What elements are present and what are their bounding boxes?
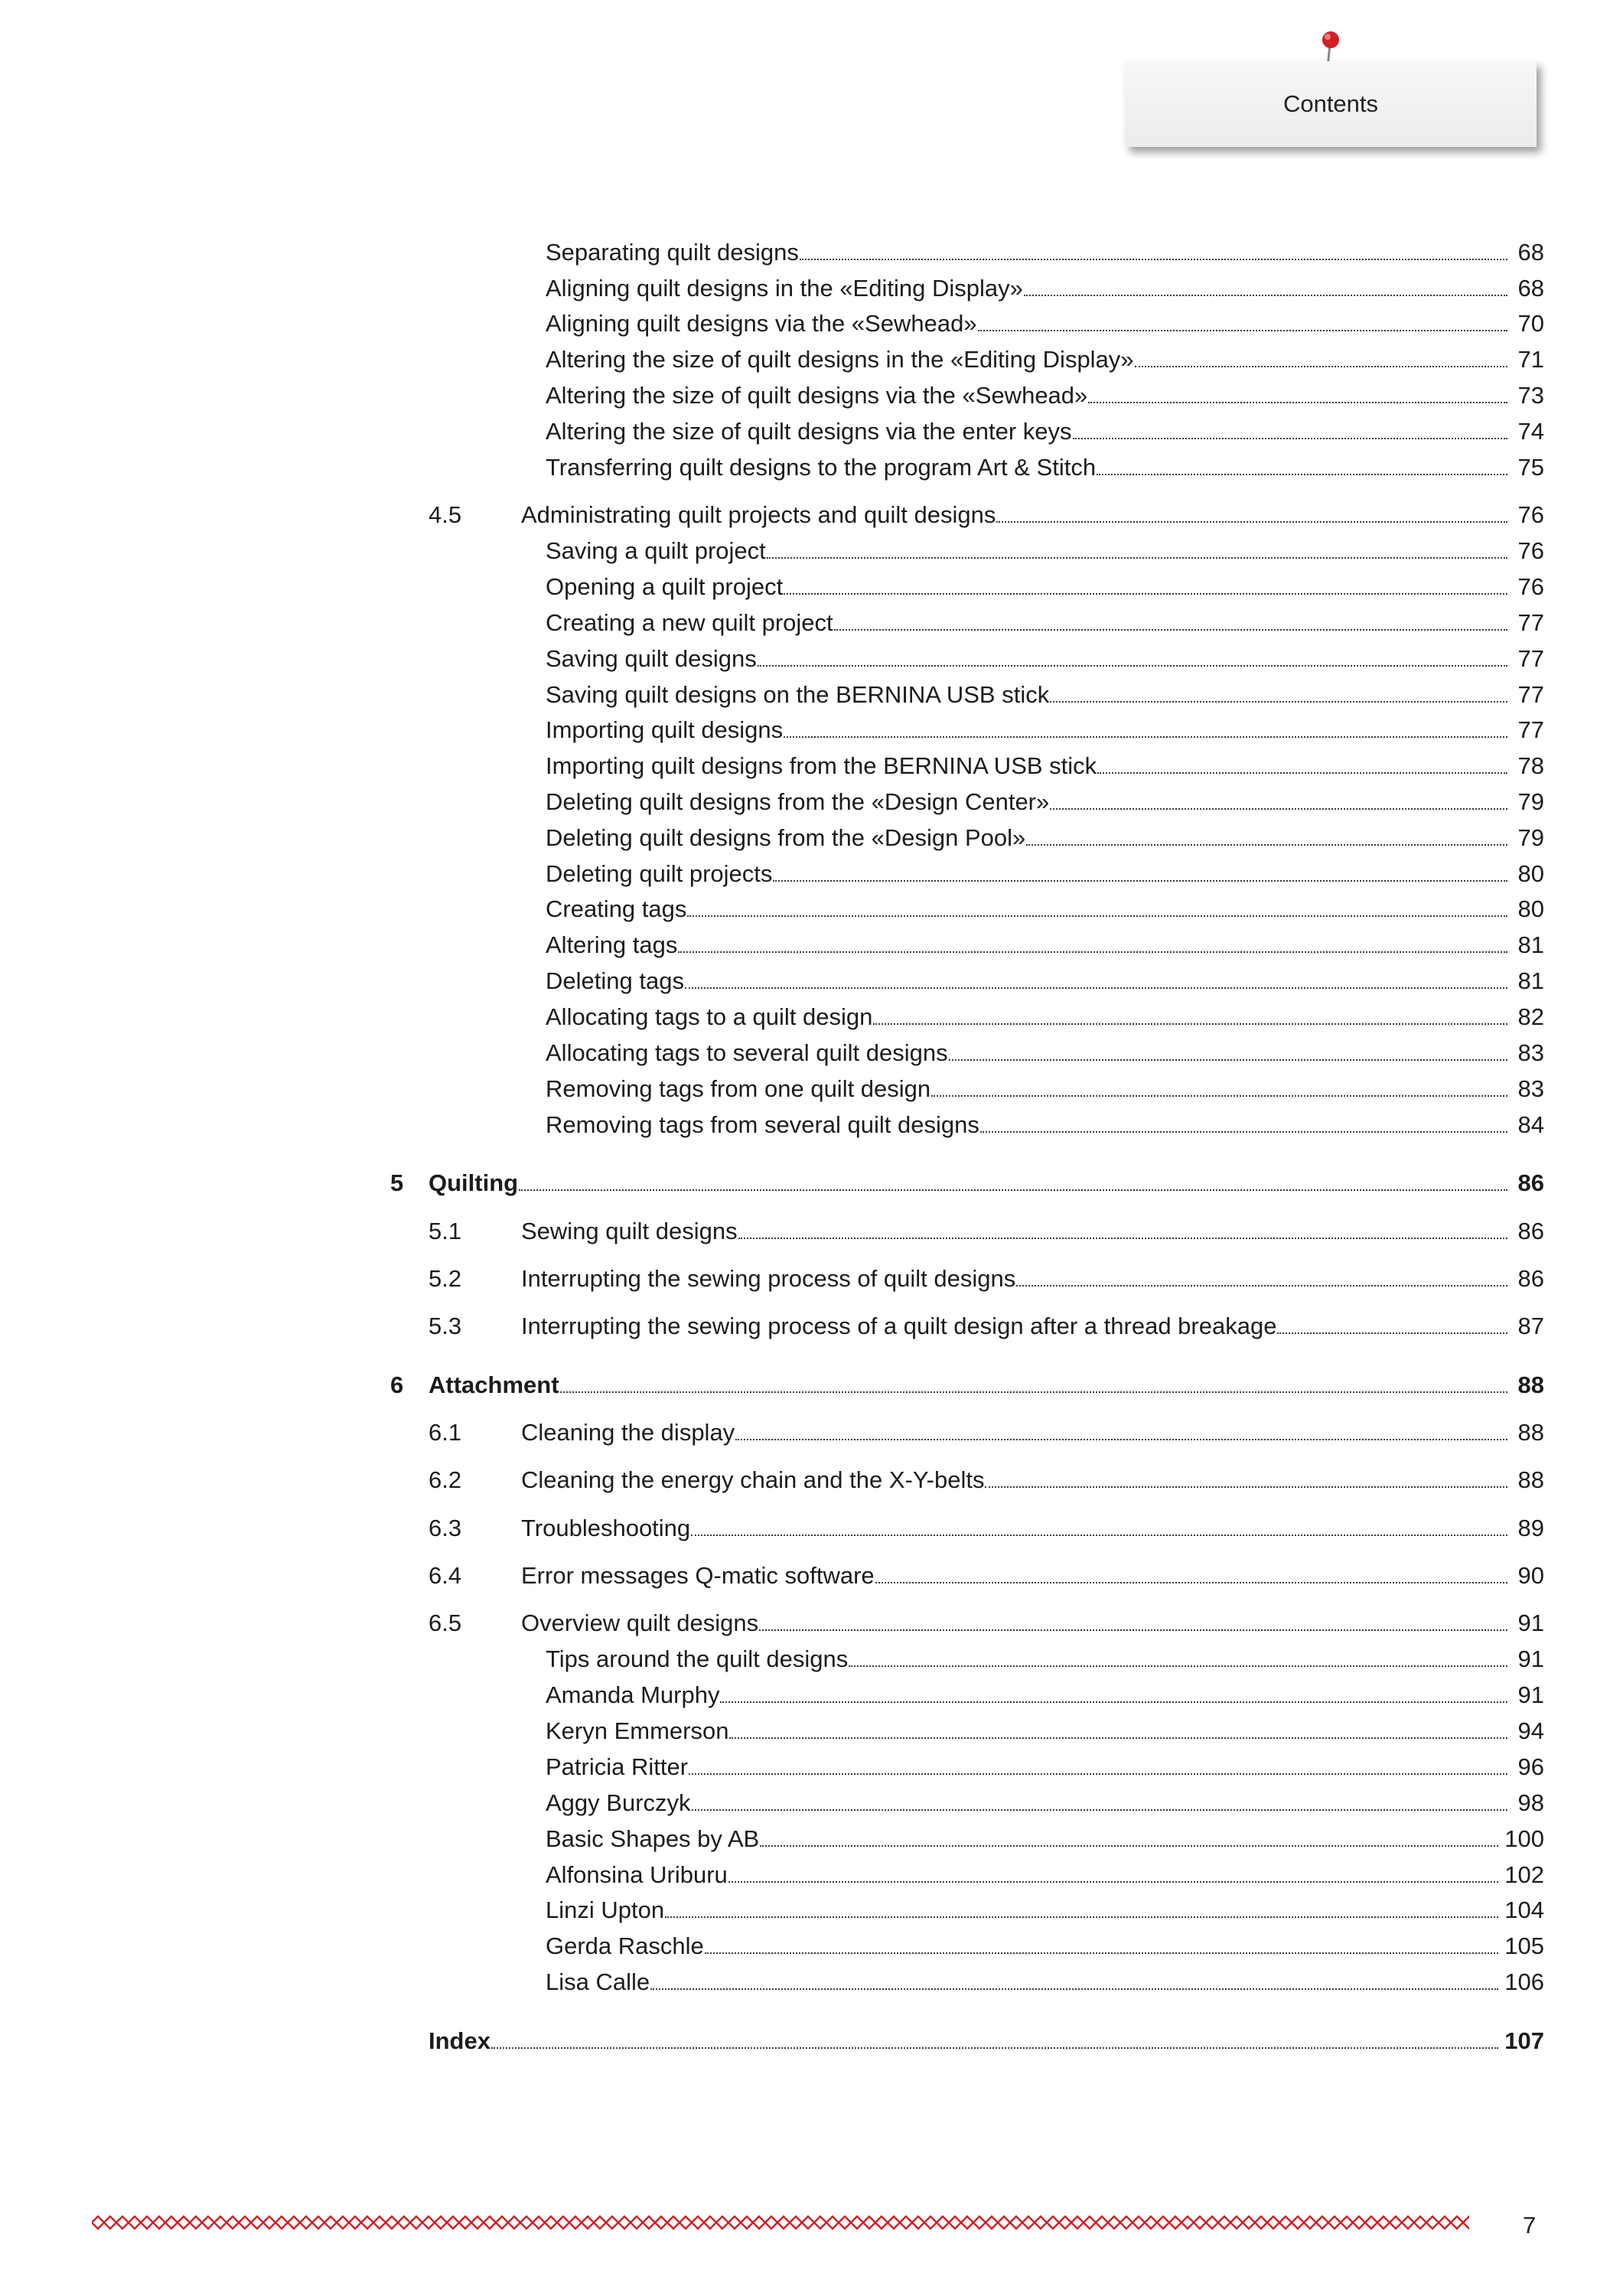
toc-leader-line: [521, 1463, 1544, 1498]
toc-entry[interactable]: [0, 1035, 1623, 1071]
toc-entry[interactable]: [0, 1714, 1623, 1749]
toc-title: Administrating quilt projects and quilt designs: [521, 501, 996, 528]
toc-section[interactable]: [0, 1309, 1623, 1344]
toc-leader-line: [521, 1214, 1544, 1249]
toc-entry[interactable]: [0, 892, 1623, 927]
toc-page: 88: [1517, 1371, 1544, 1398]
toc-section[interactable]: [0, 1558, 1623, 1593]
dot-leader: [728, 1857, 1498, 1883]
toc-entry[interactable]: [0, 641, 1623, 677]
dot-leader: [705, 1929, 1498, 1954]
dot-leader: [996, 497, 1507, 523]
toc-leader-line: [546, 1000, 1544, 1035]
toc-page: 83: [1517, 1075, 1544, 1102]
dot-leader: [1097, 450, 1507, 475]
toc-title: Amanda Murphy: [546, 1681, 720, 1708]
toc-page: 81: [1517, 931, 1544, 958]
dot-leader: [1026, 820, 1507, 846]
toc-number: 6.3: [429, 1515, 462, 1541]
toc-page: 82: [1517, 1003, 1544, 1030]
toc-leader-line: [521, 1309, 1544, 1344]
toc-entry[interactable]: [0, 928, 1623, 963]
toc-page: 80: [1517, 895, 1544, 922]
dot-leader: [685, 964, 1507, 989]
dot-leader: [949, 1035, 1507, 1061]
toc-title: Opening a quilt project: [546, 573, 784, 600]
dot-leader: [760, 1821, 1498, 1847]
toc-page: 96: [1517, 1753, 1544, 1780]
toc-leader-line: [546, 856, 1544, 892]
dot-leader: [735, 1415, 1507, 1440]
toc-number: 5.3: [429, 1313, 462, 1339]
dot-leader: [875, 1558, 1507, 1583]
toc-entry[interactable]: [0, 1821, 1623, 1857]
toc-leader-line: [546, 677, 1544, 713]
toc-leader-line: [546, 820, 1544, 856]
toc-entry[interactable]: [0, 1965, 1623, 2000]
toc-title: Cleaning the display: [521, 1419, 735, 1446]
dot-leader: [1277, 1309, 1507, 1334]
toc-chapter[interactable]: [0, 1166, 1623, 1201]
toc-title: Gerda Raschle: [546, 1932, 704, 1959]
toc-section[interactable]: [0, 1463, 1623, 1498]
dot-leader: [665, 1893, 1498, 1918]
dot-leader: [1050, 784, 1507, 810]
dot-leader: [759, 1606, 1507, 1631]
toc-page: 86: [1517, 1218, 1544, 1244]
toc-leader-line: [521, 1606, 1544, 1641]
toc-title: Removing tags from several quilt designs: [546, 1111, 979, 1138]
toc-title: Linzi Upton: [546, 1896, 665, 1923]
toc-page: 84: [1517, 1111, 1544, 1138]
toc-title: Aligning quilt designs in the «Editing Display»: [546, 275, 1023, 302]
toc-leader-line: [546, 1786, 1544, 1821]
toc-section[interactable]: [0, 1511, 1623, 1546]
dot-leader: [980, 1107, 1507, 1133]
toc-title: Allocating tags to several quilt designs: [546, 1039, 948, 1066]
dot-leader: [784, 713, 1507, 738]
toc-leader-line: [546, 569, 1544, 605]
toc-page: 91: [1517, 1609, 1544, 1636]
toc-page: 94: [1517, 1717, 1544, 1744]
dot-leader: [1016, 1261, 1507, 1287]
toc-title: Aligning quilt designs via the «Sewhead»: [546, 310, 977, 337]
toc-title: Basic Shapes by AB: [546, 1825, 760, 1852]
toc-leader-line: [546, 1857, 1544, 1893]
contents-tab-label: Contents: [1282, 90, 1379, 117]
toc-leader-line: [546, 892, 1544, 927]
toc-title: Importing quilt designs from the BERNINA USB stick: [546, 752, 1097, 779]
page-number: 7: [1523, 2212, 1537, 2239]
toc-title: Importing quilt designs: [546, 716, 784, 743]
toc-entry[interactable]: [0, 1929, 1623, 1964]
dot-leader: [678, 928, 1507, 953]
dot-leader: [691, 1511, 1507, 1536]
dot-leader: [689, 1750, 1507, 1775]
toc-page: 81: [1517, 967, 1544, 994]
toc-page: 106: [1504, 1968, 1544, 1995]
toc-number: 6: [390, 1371, 404, 1398]
toc-leader-line: [546, 1642, 1544, 1677]
toc-title: Keryn Emmerson: [546, 1717, 729, 1744]
toc-title: Interrupting the sewing process of quilt designs: [521, 1265, 1016, 1292]
toc-leader-line: [546, 1929, 1544, 1964]
toc-leader-line: [546, 1035, 1544, 1071]
toc-title: Cleaning the energy chain and the X-Y-belts: [521, 1466, 985, 1493]
toc-leader-line: [546, 928, 1544, 963]
toc-title: Creating a new quilt project: [546, 609, 833, 636]
toc-section[interactable]: [0, 1261, 1623, 1296]
toc-section[interactable]: [0, 1415, 1623, 1450]
toc-page: 90: [1517, 1562, 1544, 1589]
toc-number: 6.1: [429, 1419, 462, 1446]
toc-leader-line: [546, 713, 1544, 748]
toc-entry[interactable]: [0, 569, 1623, 605]
toc-page: 104: [1504, 1896, 1544, 1923]
toc-leader-line: [546, 450, 1544, 485]
toc-entry[interactable]: [0, 677, 1623, 713]
dot-leader: [729, 1714, 1507, 1739]
toc-leader-line: [546, 271, 1544, 306]
toc-page: 102: [1504, 1861, 1544, 1888]
toc-leader-line: [546, 306, 1544, 341]
toc-page: 68: [1517, 239, 1544, 266]
toc-page: 75: [1517, 454, 1544, 481]
toc-entry[interactable]: [0, 713, 1623, 748]
toc-leader-line: [546, 378, 1544, 413]
toc-page: 83: [1517, 1039, 1544, 1066]
toc-leader-line: [546, 1965, 1544, 2000]
toc-page: 70: [1517, 310, 1544, 337]
toc-number: 6.2: [429, 1466, 462, 1493]
toc-page: 98: [1517, 1789, 1544, 1816]
toc-page: 73: [1517, 382, 1544, 409]
toc-chapter[interactable]: [0, 2024, 1623, 2059]
toc-title: Allocating tags to a quilt design: [546, 1003, 873, 1030]
toc-entry[interactable]: [0, 605, 1623, 641]
toc-entry[interactable]: [0, 1107, 1623, 1143]
toc-page: 88: [1517, 1466, 1544, 1493]
toc-leader-line: [546, 1714, 1544, 1749]
toc-leader-line: [521, 1511, 1544, 1546]
toc-title: Transferring quilt designs to the program Art & Stitch: [546, 454, 1097, 481]
toc-number: 6.4: [429, 1562, 462, 1589]
toc-title: Lisa Calle: [546, 1968, 650, 1995]
dot-leader: [1135, 342, 1507, 367]
toc-page: 77: [1517, 681, 1544, 708]
toc-entry[interactable]: [0, 1786, 1623, 1821]
toc-leader-line: [546, 1107, 1544, 1143]
toc-entry[interactable]: [0, 748, 1623, 784]
toc-title: Error messages Q-matic software: [521, 1562, 875, 1589]
toc-page: 107: [1504, 2027, 1544, 2054]
toc-entry[interactable]: [0, 1893, 1623, 1928]
toc-page: 79: [1517, 824, 1544, 851]
toc-number: 5.1: [429, 1218, 462, 1244]
toc-page: 77: [1517, 716, 1544, 743]
toc-leader-line: [521, 1558, 1544, 1593]
dot-leader: [738, 1214, 1507, 1239]
toc-leader-line: [546, 414, 1544, 449]
toc-page: 100: [1504, 1825, 1544, 1852]
toc-entry[interactable]: [0, 1678, 1623, 1713]
toc-leader-line: [546, 964, 1544, 999]
dot-leader: [800, 235, 1507, 260]
toc-title: Troubleshooting: [521, 1515, 691, 1541]
toc-title: Alfonsina Uriburu: [546, 1861, 728, 1888]
toc-page: 79: [1517, 788, 1544, 815]
toc-entry[interactable]: [0, 784, 1623, 820]
toc-page: 74: [1517, 418, 1544, 445]
toc-page: 89: [1517, 1515, 1544, 1541]
toc-section[interactable]: [0, 1606, 1623, 1641]
dot-leader: [560, 1368, 1507, 1393]
toc-title: Altering the size of quilt designs via the enter keys: [546, 418, 1072, 445]
toc-section[interactable]: [0, 1214, 1623, 1249]
toc-leader-line: [546, 641, 1544, 677]
dot-leader: [519, 1166, 1507, 1191]
toc-entry[interactable]: [0, 856, 1623, 892]
toc-title: Saving quilt designs: [546, 645, 757, 672]
toc-title: Altering the size of quilt designs via the «Sewhead»: [546, 382, 1088, 409]
dot-leader: [687, 892, 1507, 917]
toc-title: Removing tags from one quilt design: [546, 1075, 931, 1102]
toc-page: 77: [1517, 609, 1544, 636]
toc-section[interactable]: [0, 497, 1623, 533]
toc-leader-line: [546, 533, 1544, 569]
toc-entry[interactable]: [0, 964, 1623, 999]
toc-page: 91: [1517, 1681, 1544, 1708]
toc-leader-line: [546, 235, 1544, 270]
toc-title: Overview quilt designs: [521, 1609, 759, 1636]
dot-leader: [773, 856, 1507, 882]
toc-leader-line: [521, 1415, 1544, 1450]
toc-entry[interactable]: [0, 378, 1623, 413]
toc-page: 76: [1517, 537, 1544, 564]
toc-entry[interactable]: [0, 342, 1623, 377]
toc-number: 5.2: [429, 1265, 462, 1292]
dot-leader: [767, 533, 1507, 559]
dot-leader: [931, 1071, 1507, 1097]
toc-entry[interactable]: [0, 414, 1623, 449]
toc-page: 105: [1504, 1932, 1544, 1959]
dot-leader: [692, 1786, 1507, 1811]
toc-title: Interrupting the sewing process of a quilt design after a thread breakage: [521, 1313, 1277, 1339]
toc-page: 91: [1517, 1645, 1544, 1672]
toc-number: 6.5: [429, 1609, 462, 1636]
toc-title: Deleting quilt projects: [546, 860, 773, 887]
toc-number: 5: [390, 1169, 404, 1196]
toc-title: Sewing quilt designs: [521, 1218, 738, 1244]
toc-entry[interactable]: [0, 1071, 1623, 1107]
toc-page: 87: [1517, 1313, 1544, 1339]
toc-leader-line: [521, 497, 1544, 533]
toc-entry[interactable]: [0, 1000, 1623, 1035]
toc-entry[interactable]: [0, 306, 1623, 341]
dot-leader: [978, 306, 1507, 331]
toc-title: Tips around the quilt designs: [546, 1645, 849, 1672]
toc-page: 76: [1517, 573, 1544, 600]
dot-leader: [1097, 748, 1507, 774]
toc-title: Quilting: [429, 1169, 519, 1196]
toc-title: Altering tags: [546, 931, 678, 958]
toc-entry[interactable]: [0, 1750, 1623, 1785]
toc-entry[interactable]: [0, 533, 1623, 569]
toc-title: Separating quilt designs: [546, 239, 799, 266]
toc-page: 80: [1517, 860, 1544, 887]
toc-entry[interactable]: [0, 271, 1623, 306]
toc-title: Deleting tags: [546, 967, 684, 994]
dot-leader: [1024, 271, 1507, 296]
toc-leader-line: [429, 2024, 1544, 2059]
dot-leader: [849, 1642, 1507, 1667]
dot-leader: [784, 569, 1507, 595]
toc-chapter[interactable]: [0, 1368, 1623, 1403]
toc-entry[interactable]: [0, 1642, 1623, 1677]
toc-leader-line: [546, 784, 1544, 820]
toc-leader-line: [546, 1750, 1544, 1785]
dot-leader: [1073, 414, 1507, 439]
toc-leader-line: [546, 748, 1544, 784]
toc-title: Deleting quilt designs from the «Design Pool»: [546, 824, 1026, 851]
toc-title: Deleting quilt designs from the «Design Center»: [546, 788, 1050, 815]
toc-title: Altering the size of quilt designs in the «Editing Display»: [546, 346, 1134, 373]
toc-entry[interactable]: [0, 820, 1623, 856]
dot-leader: [873, 1000, 1507, 1025]
toc-entry[interactable]: [0, 235, 1623, 270]
toc-entry[interactable]: [0, 450, 1623, 485]
toc-leader-line: [546, 1821, 1544, 1857]
toc-page: 71: [1517, 346, 1544, 373]
toc-page: 76: [1517, 501, 1544, 528]
dot-leader: [491, 2024, 1498, 2049]
toc-leader-line: [521, 1261, 1544, 1296]
toc-leader-line: [429, 1368, 1544, 1403]
toc-title: Saving quilt designs on the BERNINA USB stick: [546, 681, 1050, 708]
dot-leader: [1088, 378, 1507, 403]
toc-leader-line: [429, 1166, 1544, 1201]
dot-leader: [834, 605, 1507, 631]
toc-page: 77: [1517, 645, 1544, 672]
toc-title: Attachment: [429, 1371, 559, 1398]
toc-page: 78: [1517, 752, 1544, 779]
toc-leader-line: [546, 1893, 1544, 1928]
dot-leader: [720, 1678, 1507, 1703]
toc-leader-line: [546, 605, 1544, 641]
toc-page: 86: [1517, 1265, 1544, 1292]
toc-title: Patricia Ritter: [546, 1753, 689, 1780]
dot-leader: [650, 1965, 1498, 1990]
dot-leader: [985, 1463, 1507, 1488]
toc-leader-line: [546, 1678, 1544, 1713]
toc-number: 4.5: [429, 501, 462, 528]
toc-leader-line: [546, 1071, 1544, 1107]
toc-title: Aggy Burczyk: [546, 1789, 691, 1816]
toc-page: 88: [1517, 1419, 1544, 1446]
dot-leader: [758, 641, 1507, 667]
diamond-chain-icon: [92, 2214, 1469, 2231]
toc-entry[interactable]: [0, 1857, 1623, 1893]
toc-page: 86: [1517, 1169, 1544, 1196]
dot-leader: [1050, 677, 1507, 703]
toc-title: Index: [429, 2027, 490, 2054]
toc-title: Saving a quilt project: [546, 537, 766, 564]
toc-title: Creating tags: [546, 895, 687, 922]
toc-page: 68: [1517, 275, 1544, 302]
toc-leader-line: [546, 342, 1544, 377]
